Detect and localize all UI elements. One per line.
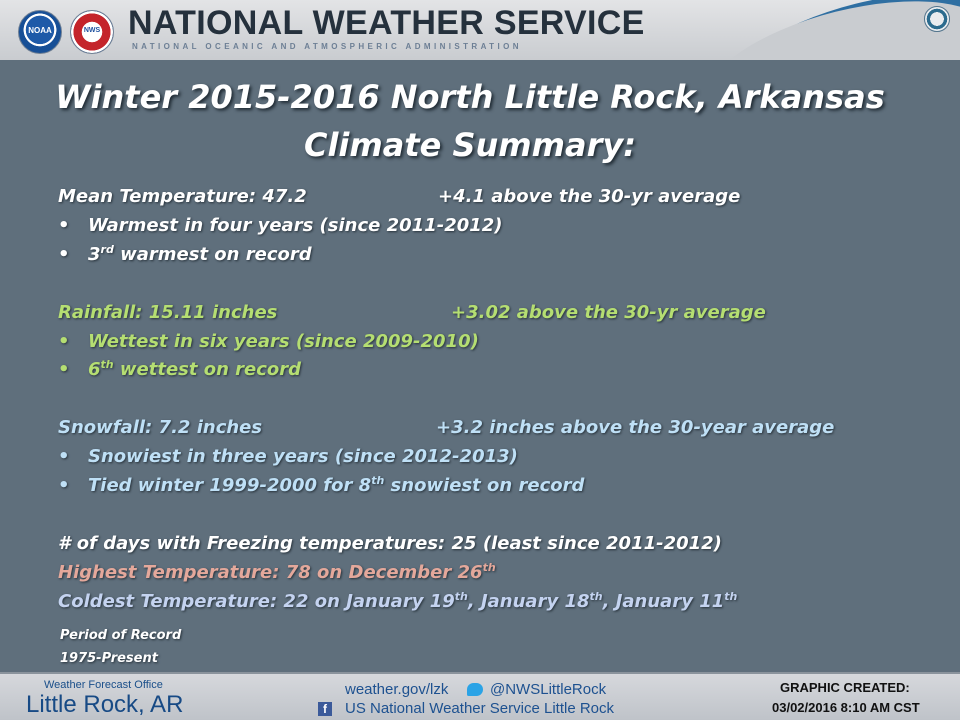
ordinal-number: 3: [88, 244, 101, 265]
mean-temperature-anomaly: +4.1 above the 30-yr average: [438, 186, 741, 207]
coldest-temperature-row: [58, 591, 737, 612]
graphic-created-label: GRAPHIC CREATED:: [780, 680, 910, 695]
snowfall-bullet-2: [58, 475, 584, 496]
highest-temperature-row: [58, 562, 496, 583]
coldest-date-3: , January 11: [602, 591, 725, 612]
snowfall-row: [58, 417, 835, 438]
doc-seal-icon: [924, 6, 950, 32]
graphic-created-timestamp: 03/02/2016 8:10 AM CST: [772, 700, 920, 715]
coldest-date-2: , January 18: [467, 591, 590, 612]
summary-title-line2: Climate Summary:: [303, 126, 637, 164]
nws-logo-text: NWS: [83, 27, 101, 34]
snowfall-label: Snowfall: 7.2 inches: [58, 417, 263, 438]
rainfall-label: Rainfall: 15.11 inches: [58, 302, 278, 323]
bullet-icon: •: [58, 215, 70, 236]
bullet-text: wettest on record: [113, 359, 302, 380]
rainfall-row: [58, 302, 766, 323]
nws-logo-icon: [70, 10, 114, 54]
summary-title-line1: Winter 2015-2016 North Little Rock, Arkansas: [55, 78, 885, 116]
mean-temperature-row: [58, 186, 741, 207]
bullet-text: snowiest on record: [384, 475, 585, 496]
website-link[interactable]: weather.gov/lzk: [345, 681, 449, 698]
bullet-text: Tied winter 1999-2000 for 8: [88, 475, 372, 496]
facebook-icon: f: [318, 702, 332, 716]
twitter-handle-link[interactable]: @NWSLittleRock: [490, 681, 607, 698]
bullet-icon: •: [58, 446, 70, 467]
ordinal-suffix: th: [482, 561, 496, 574]
ordinal-suffix: th: [454, 590, 468, 603]
mean-temperature-label: Mean Temperature: 47.2: [58, 186, 307, 207]
temperature-bullet-1: [58, 215, 503, 236]
bullet-text: Snowiest in three years (since 2012-2013): [88, 446, 518, 467]
period-of-record-label: Period of Record: [60, 628, 182, 643]
ordinal-suffix: th: [724, 590, 738, 603]
wfo-label: Weather Forecast Office: [44, 679, 163, 691]
noaa-logo-icon: [18, 10, 62, 54]
freezing-days-row: # of days with Freezing temperatures: 25 (least since 2011-2012): [58, 533, 722, 554]
twitter-icon: [467, 683, 483, 696]
bullet-icon: •: [58, 244, 70, 265]
nws-footer-banner: [0, 672, 960, 720]
header-swoosh-mask: [690, 0, 960, 60]
coldest-temperature-text: Coldest Temperature: 22 on January 19: [58, 591, 455, 612]
snowfall-anomaly: +3.2 inches above the 30-year average: [436, 417, 835, 438]
facebook-page-link[interactable]: US National Weather Service Little Rock: [345, 700, 615, 717]
agency-title: NATIONAL WEATHER SERVICE: [128, 4, 645, 42]
snowfall-bullet-1: [58, 446, 518, 467]
rainfall-anomaly: +3.02 above the 30-yr average: [451, 302, 766, 323]
nws-header-banner: [0, 0, 960, 60]
ordinal-suffix: th: [589, 590, 603, 603]
ordinal-suffix: rd: [100, 243, 114, 256]
bullet-icon: •: [58, 359, 70, 380]
rainfall-bullet-1: [58, 331, 479, 352]
temperature-bullet-2: [58, 244, 312, 265]
ordinal-suffix: th: [371, 474, 385, 487]
ordinal-suffix: th: [100, 358, 114, 371]
bullet-icon: •: [58, 331, 70, 352]
bullet-icon: •: [58, 475, 70, 496]
bullet-text: Warmest in four years (since 2011-2012): [88, 215, 503, 236]
bullet-text: Wettest in six years (since 2009-2010): [88, 331, 479, 352]
rainfall-bullet-2: [58, 359, 301, 380]
highest-temperature-text: Highest Temperature: 78 on December 26: [58, 562, 483, 583]
noaa-logo-text: NOAA: [28, 26, 52, 35]
ordinal-number: 6: [88, 359, 101, 380]
period-of-record-range: 1975-Present: [60, 651, 158, 666]
agency-subtitle: NATIONAL OCEANIC AND ATMOSPHERIC ADMINISTRATION: [132, 42, 522, 51]
bullet-text: warmest on record: [113, 244, 312, 265]
wfo-name: Little Rock, AR: [26, 691, 184, 718]
